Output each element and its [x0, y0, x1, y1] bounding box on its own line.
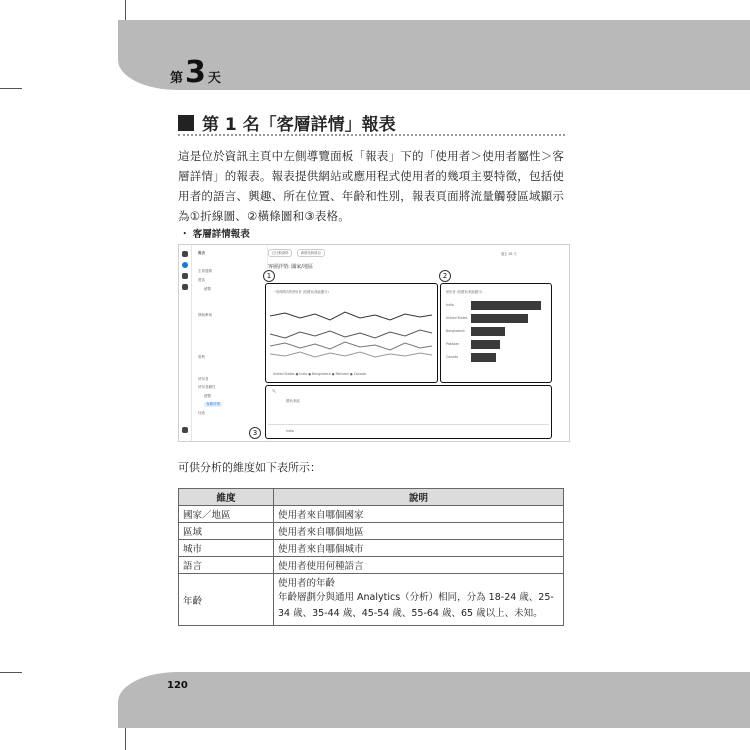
crop-mark — [125, 0, 126, 22]
bar — [471, 314, 528, 323]
callout-3: 3 — [249, 427, 261, 439]
explore-icon — [182, 273, 188, 279]
legend-item: India — [299, 372, 308, 376]
dimension-cell: 國家／地區 — [179, 506, 274, 523]
table-first-row: India — [286, 429, 294, 433]
sidebar-item: 總覽 — [204, 394, 211, 398]
legend-item: Canada — [353, 372, 366, 376]
bar — [471, 301, 541, 310]
chapter-day-label — [170, 55, 221, 90]
dotted-divider — [178, 134, 565, 136]
day-suffix: 天 — [207, 71, 221, 86]
table-row — [179, 574, 564, 591]
bar-label: India — [446, 303, 454, 307]
footer-band — [118, 672, 750, 728]
bar-panel-title: 使用者 (依國家/地區劃分) — [446, 290, 483, 294]
table-panel — [265, 385, 552, 439]
bar — [471, 353, 496, 362]
description-cell: 使用者的年齡 — [274, 574, 564, 591]
bar — [471, 340, 500, 349]
sidebar-item: 報表 — [198, 251, 205, 255]
intro-paragraph: 這是位於資訊主頁中左側導覽面板「報表」下的「使用者＞使用者屬性＞客層詳情」的報表。報表提供網站或應用程式使用者的幾項主要特徵，包括使用者的語言、興趣、所在位置、年齡和性別，報表頁面將流量觸發區域顯示為①折線圖、②橫條圖和③表格。 — [178, 149, 565, 223]
dimension-cell: 城市 — [179, 540, 274, 557]
chart-legend: United States ● India ● Bangladesh ● Pakistan ● Canada — [273, 372, 366, 376]
sidebar-item: 使用者屬性 — [198, 385, 216, 389]
crop-mark — [0, 88, 22, 89]
crop-mark — [125, 728, 126, 750]
sidebar-item: 獲客 — [198, 278, 205, 282]
column-header: 說明 — [274, 489, 564, 506]
dimension-cell: 年齡 — [179, 574, 274, 626]
comparison-chip: 已比較資料 — [268, 249, 292, 257]
heading-square-icon — [178, 115, 194, 131]
description-cell: 使用者來自哪個國家 — [274, 506, 564, 523]
date-range: 過去 28 天 — [501, 252, 517, 256]
description-cell: 使用者使用何種語言 — [274, 557, 564, 574]
bar-chart-panel — [440, 283, 552, 383]
table-row — [179, 557, 564, 574]
settings-icon — [182, 427, 188, 433]
sidebar-item-selected: 客層詳情 — [206, 402, 220, 406]
bar-label: United States — [446, 316, 468, 320]
sidebar-item: 生命週期 — [198, 269, 212, 273]
day-number: 3 — [185, 55, 206, 90]
line-chart-panel — [265, 283, 438, 383]
bar — [471, 327, 505, 336]
table-first-column: 國家/地區 — [286, 399, 300, 403]
sidebar-item: 總覽 — [204, 287, 211, 291]
section-title: 第 1 名「客層詳情」報表 — [202, 115, 396, 135]
section-heading — [178, 110, 396, 135]
legend-item: United States — [273, 372, 295, 376]
sidebar-item: 營利 — [198, 355, 205, 359]
dimension-cell: 語言 — [179, 557, 274, 574]
home-icon — [182, 251, 188, 257]
line-chart — [270, 296, 435, 374]
bar-label: Pakistan — [446, 342, 460, 346]
legend-item: Pakistan — [335, 372, 349, 376]
add-comparison-chip: 新增比較項目 — [297, 249, 325, 257]
report-sidebar — [192, 245, 268, 441]
sidebar-item: 開始參與 — [198, 313, 212, 317]
table-search: 🔍 — [272, 389, 276, 393]
bar-label: Canada — [446, 355, 459, 359]
line-panel-title: 一段時間內的使用者 (依國家/地區劃分) — [273, 290, 329, 294]
report-title: 客層詳情: 國家/地區 — [268, 264, 313, 270]
table-intro: 可供分析的維度如下表所示： — [178, 461, 321, 474]
description-cell: 使用者來自哪個地區 — [274, 523, 564, 540]
left-rail — [179, 245, 192, 441]
crop-mark — [0, 672, 22, 673]
day-prefix: 第 — [170, 71, 184, 86]
description-cell: 使用者來自哪個城市 — [274, 540, 564, 557]
table-row — [179, 540, 564, 557]
reports-icon — [182, 262, 188, 268]
advertising-icon — [182, 284, 188, 290]
legend-item: Bangladesh — [312, 372, 331, 376]
report-screenshot — [178, 244, 570, 442]
sidebar-item: 使用者 — [198, 377, 209, 381]
description-cell: 年齡層劃分與通用 Analytics（分析）相同，分為 18-24 歲、25-34 歲、35-44 歲、45-54 歲、55-64 歲、65 歲以上、未知。 — [274, 590, 564, 626]
dimension-cell: 區域 — [179, 523, 274, 540]
dimension-table — [178, 488, 564, 626]
sidebar-item: 技術 — [198, 411, 205, 415]
bar-label: Bangladesh — [446, 329, 465, 333]
figure-caption: ・ 客層詳情報表 — [180, 229, 250, 240]
column-header: 維度 — [179, 489, 274, 506]
table-row — [179, 523, 564, 540]
page-number: 120 — [167, 680, 188, 691]
table-row — [179, 506, 564, 523]
callout-1: 1 — [263, 270, 275, 282]
callout-2: 2 — [439, 270, 451, 282]
